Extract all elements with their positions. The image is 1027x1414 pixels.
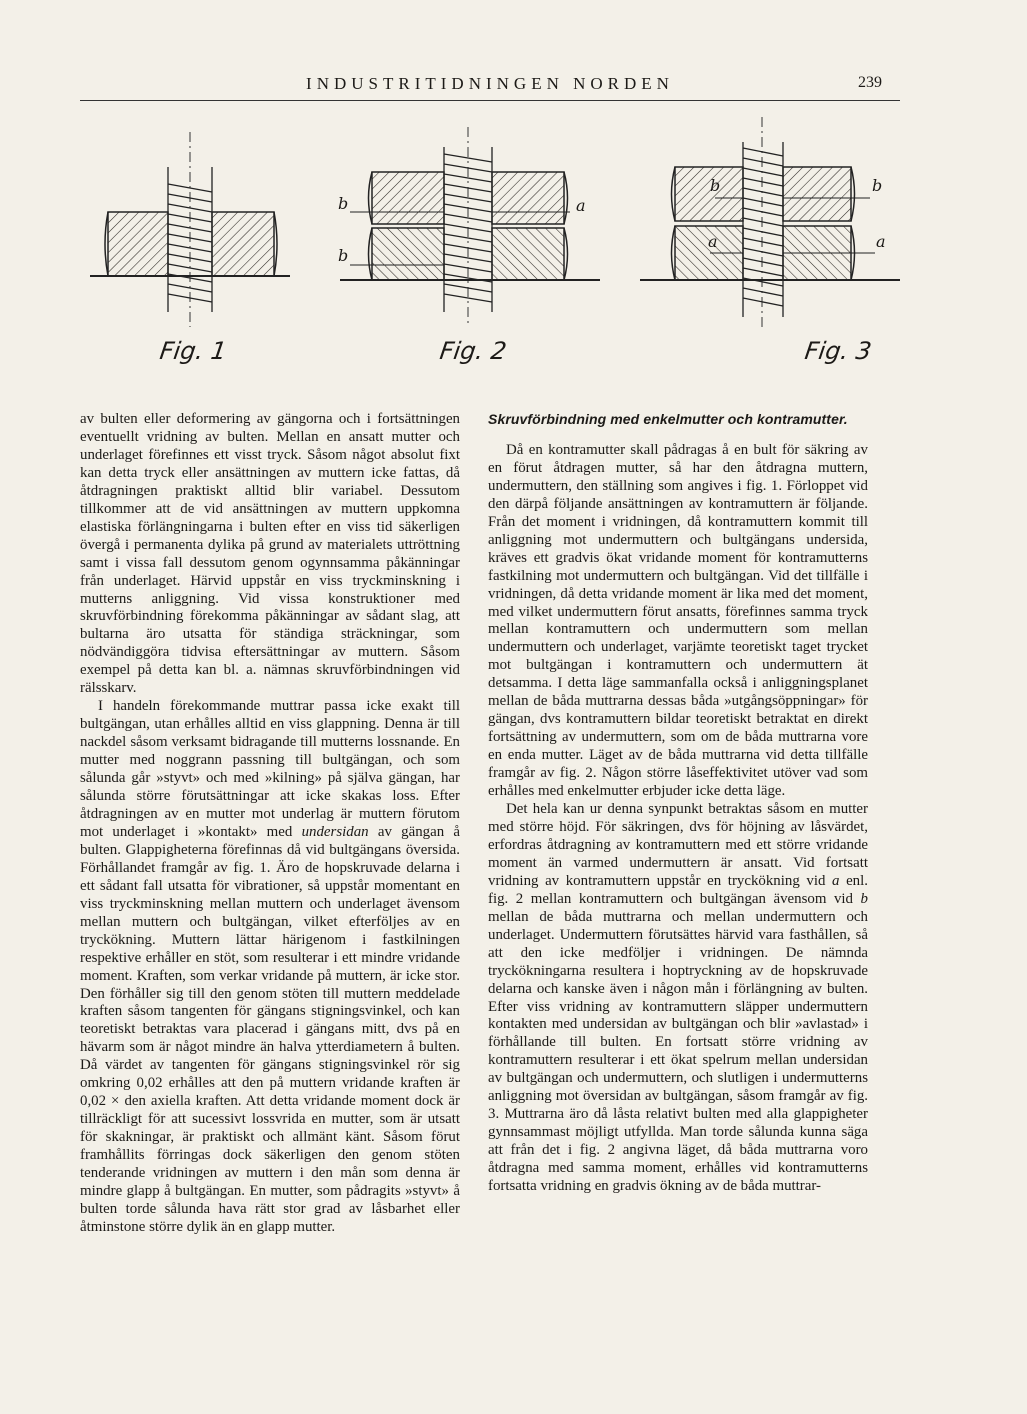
figure-3 bbox=[620, 112, 910, 382]
figure-2-mark-b-lower: b bbox=[338, 246, 349, 265]
left-column bbox=[80, 411, 460, 1237]
right-paragraph-1: Då en kontramutter skall pådragas å en bult för säkring av en förut åtdragen mutter, så har den åtdragna muttern, undermuttern, den ställning som angives i fig. 1. Förloppet vid den därpå följande ansättningen av kontramuttern är följande. Från det moment i vridningen, då kontramuttern kommit till anliggning mot undermuttern och bultgängans undersida, kräves ett gradvis ökat vridande moment för kontramutterns fastkilning mot undermuttern och bultgängan. Vid det tillfälle i vridningen, då detta vridande moment är lika med det moment, med vilket undermuttern förut ansatts, förefinnes samma tryck mellan kontramuttern och undermuttern som mellan undermuttern och underlaget, varjämte teoretiskt taget trycket mot bultgängan i kontramuttern och undermuttern ät detsamma. I detta läge sammanfalla också i anliggningsplanet mellan de båda muttrarna dessas båda »utgångsöppningar» för gängan, dvs kontramuttern bildar teoretiskt betraktat en direkt fortsättning av undermuttern, som om de båda muttrarna vore en enda mutter. Läget av de båda muttrarna vid detta tillfälle framgår av fig. 2. Någon större låseffektivitet utöver vad som erhålles med enkelmutter erbjuder icke detta läge. bbox=[488, 441, 868, 800]
running-header bbox=[80, 72, 900, 101]
figure-3-mark-a-right: a bbox=[876, 232, 886, 251]
figures-row bbox=[80, 112, 920, 382]
figure-3-mark-b-left: b bbox=[710, 176, 721, 195]
figure-2-label: Fig. 2 bbox=[438, 337, 509, 365]
section-title: Skruvförbindning med enkelmutter och kontramutter. bbox=[488, 411, 848, 427]
figure-2-drawing bbox=[330, 112, 610, 332]
figure-1-label: Fig. 1 bbox=[158, 337, 229, 365]
figure-3-mark-b-right: b bbox=[872, 176, 883, 195]
right-paragraph-2: Det hela kan ur denna synpunkt betraktas såsom en mutter med större höjd. För säkringen, dvs för höjning av låsvärdet, erfordras åtdragning av kontramuttern med ett större vridande moment än varmed undermuttern är ansatt. Vid fortsatt vridning av kontramuttern uppstår en tryckökning vid a enl. fig. 2 mellan kontramuttern och bultgängan ävensom vid b mellan de båda muttrarna och mellan undermuttern och underlaget. Undermuttern förutsättes härvid vara fasthållen, så att den icke medföljer i vridningen. De nämnda tryckökningarna resultera i hoptryckning av de hopskruvade delarna och kanske även i någon mån i förlängning av bulten. Efter viss vridning av kontramuttern släpper undermuttern kontakten med undersidan av bultgängan och blir »avlastad» i förhållande till bulten. En fortsatt större vridning av kontramuttern resulterar i ett ökat spelrum mellan undersidan av bultgängan och undermuttern, och slutligen i undermutterns anliggning mot översidan av bultgängan, såsom framgår av fig. 3. Muttrarna äro då låsta relativt bulten med alla glappigheter gynnsammast möjligt utfyllda. Man torde sålunda kunna säga att från det i fig. 2 angivna läget, då båda muttrarna voro åtdragna med samma moment, erhålles vid kontramutterns fortsatta vridning en gradvis ökning av de båda muttrar- bbox=[488, 801, 868, 1195]
figure-3-mark-a-left: a bbox=[708, 232, 718, 251]
left-paragraph-2: I handeln förekommande muttrar passa icke exakt till bultgängan, utan erhålles alltid en viss glappning. Denna är till nackdel såsom verksamt bidragande till mutterns lossnande. En mutter med noggrann passning till bultgängan, och som sålunda går »styvt» och med »kilning» på själva gängan, har sålunda större förutsättningar att icke skakas loss. Efter åtdragningen av en mutter mot underlag är muttern förutom mot underlaget i »kontakt» med undersidan av gängan å bulten. Glappigheterna förefinnas då vid bultgängans översida. Förhållandet framgår av fig. 1. Äro de hopskruvade delarna i ett sådant fall utsatta för vibrationer, så uppstår momentant en viss tryckminskning mellan muttern och underlaget ävensom mellan muttern och bultgängan, vilket efterföljes av en tryckökning. Muttern lättar härigenom i fastkilningen respektive erhåller en stöt, som resulterar i ett mindre vridande moment. Kraften, som verkar vridande på muttern, är icke stor. Den förhåller sig till den genom stöten till muttern meddelade kraften såsom tangenten för gängans stigningsvinkel, och kan teoretiskt betraktas vara placerad i gängans mitt, dvs på en hävarm som är något mindre än halva ytterdiametern å bulten. Då värdet av tangenten för gängans stigningsvinkel rör sig omkring 0,02 erhålles att den på muttern vridande kraften är 0,02 × den axiella kraften. Att detta vridande moment dock är tillräckligt för att sucessivt lossvrida en mutter, som är utsatt för skakningar, är praktiskt och allmänt känt. Såsom förut framhållits förringas dock säkerligen den genom stöten tenderande vridningen av muttern i den mån som denna är mindre glapp å bultgängan. En mutter, som pådragits »styvt» å bulten torde sålunda hava rätt stor grad av låsbarhet eller åtminstone större dylik än en glapp mutter. bbox=[80, 698, 460, 1235]
figure-3-drawing bbox=[620, 112, 910, 332]
figure-2 bbox=[330, 112, 610, 382]
right-column bbox=[488, 411, 868, 1196]
figure-3-label: Fig. 3 bbox=[803, 337, 874, 365]
figure-2-mark-a: a bbox=[576, 196, 586, 215]
left-paragraph-1: av bulten eller deformering av gängorna och i fortsättningen eventuellt vridning av bulten. Mellan en ansatt mutter och underlaget förefinnes ett visst tryck. Såsom något absolut fixt kan detta tryck eller ansättningen av muttern icke fattas, då åtdragningen praktiskt alltid blir variabel. Dessutom tillkommer att de vid ansättningen av muttern uppkomna elastiska förlängningarna i bulten efter en viss tid säkerligen övergå i permanenta dylika på grund av materialets uttröttning samt i vissa fall dessutom genom ogynnsamma påkänningar från underlaget. Härvid uppstår en viss tryckminskning i mutterns anliggning. Vid vissa konstruktioner med skruvförbindning förekomma påkänningar av sådant slag, att bultarna äro utsatta för ständiga sträckningar, som nödvändiggöra tidvisa eftersättningar av muttern. Såsom exempel på detta kan bl. a. nämnas skruvförbindningen vid rälsskarv. bbox=[80, 411, 460, 697]
figure-1-drawing bbox=[90, 112, 290, 332]
journal-title: INDUSTRITIDNINGEN NORDEN bbox=[306, 74, 674, 93]
figure-2-mark-b-upper: b bbox=[338, 194, 349, 213]
figure-1 bbox=[90, 112, 290, 382]
page-number: 239 bbox=[858, 74, 882, 91]
